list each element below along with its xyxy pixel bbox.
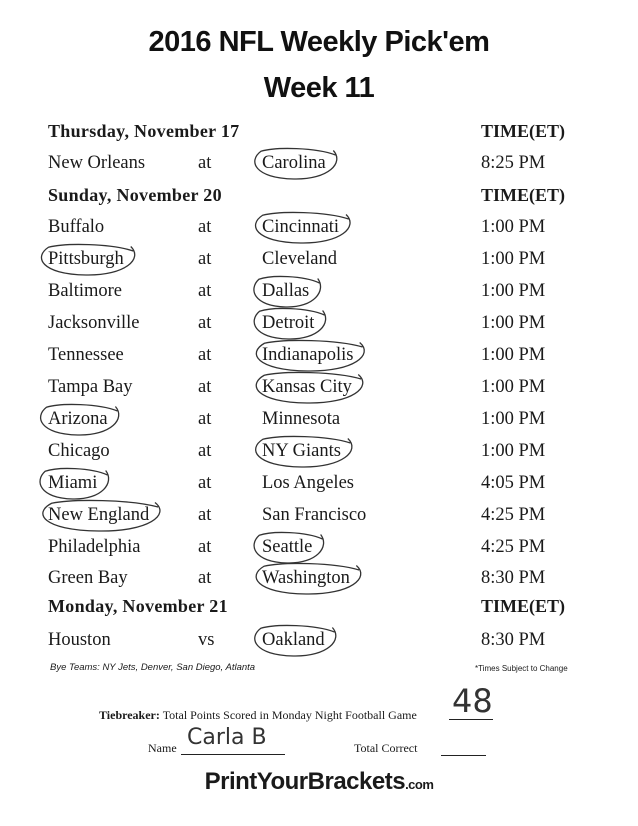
total-correct-field[interactable] — [441, 738, 486, 756]
home-team[interactable]: NY Giants — [262, 441, 341, 461]
times-note: *Times Subject to Change — [475, 664, 568, 673]
matchup-sep: at — [198, 313, 212, 333]
bye-teams: Bye Teams: NY Jets, Denver, San Diego, Atlanta — [50, 662, 256, 673]
game-time: 1:00 PM — [481, 377, 546, 397]
time-header: TIME(ET) — [481, 185, 566, 205]
day-header-sunday: Sunday, November 20 — [48, 185, 222, 205]
away-team[interactable]: Tennessee — [48, 345, 124, 365]
game-time: 8:25 PM — [481, 153, 546, 173]
game-time: 8:30 PM — [481, 568, 546, 588]
home-team[interactable]: Kansas City — [262, 377, 352, 397]
home-team[interactable]: Dallas — [262, 281, 310, 301]
home-team[interactable]: Minnesota — [262, 409, 341, 429]
page-title: 2016 NFL Weekly Pick'em — [148, 26, 490, 58]
tiebreaker-line — [99, 708, 417, 723]
day-header-monday: Monday, November 21 — [48, 596, 228, 616]
away-team[interactable]: Chicago — [48, 441, 110, 461]
game-time: 1:00 PM — [481, 249, 546, 269]
total-correct-label: Total Correct — [354, 741, 418, 755]
game-time: 4:25 PM — [481, 505, 546, 525]
matchup-sep: at — [198, 409, 212, 429]
pick-circle — [256, 372, 363, 403]
matchup-sep: at — [198, 249, 212, 269]
game-time: 1:00 PM — [481, 409, 546, 429]
home-team[interactable]: Carolina — [262, 153, 326, 173]
away-team[interactable]: Green Bay — [48, 568, 128, 588]
away-team[interactable]: Houston — [48, 630, 111, 650]
tiebreaker-value: 48 — [452, 682, 493, 720]
matchup-sep: at — [198, 441, 212, 461]
pick-circle — [40, 468, 109, 499]
pick-circle — [256, 436, 352, 467]
home-team[interactable]: Indianapolis — [262, 345, 354, 365]
matchup-sep: at — [198, 281, 212, 301]
home-team[interactable]: Oakland — [262, 630, 325, 650]
day-header-thursday: Thursday, November 17 — [48, 121, 240, 141]
game-time: 4:05 PM — [481, 473, 546, 493]
game-time: 1:00 PM — [481, 217, 546, 237]
pick-circle — [254, 308, 325, 339]
pick-circle — [255, 625, 336, 656]
home-team[interactable]: Washington — [262, 568, 350, 588]
matchup-sep: at — [198, 345, 212, 365]
pick-circle — [41, 244, 134, 275]
matchup-sep: at — [198, 568, 212, 588]
away-team[interactable]: Jacksonville — [48, 313, 140, 333]
matchup-sep: at — [198, 505, 212, 525]
pick-circle — [256, 340, 364, 371]
matchup-sep: at — [198, 217, 212, 237]
week-label: Week 11 — [263, 72, 375, 104]
game-time: 4:25 PM — [481, 537, 546, 557]
away-team[interactable]: New England — [48, 505, 150, 525]
away-team[interactable]: Miami — [48, 473, 98, 493]
home-team[interactable]: Seattle — [262, 537, 313, 557]
matchup-sep: vs — [198, 630, 215, 650]
name-value: Carla B — [187, 725, 267, 750]
time-header: TIME(ET) — [481, 596, 566, 616]
pick-circle — [254, 532, 324, 563]
name-label: Name — [148, 741, 177, 755]
pick-circle — [43, 500, 160, 531]
game-time: 1:00 PM — [481, 313, 546, 333]
away-team[interactable]: Baltimore — [48, 281, 122, 301]
home-team[interactable]: Los Angeles — [262, 473, 354, 493]
matchup-sep: at — [198, 537, 212, 557]
pick-circle — [256, 212, 351, 243]
home-team[interactable]: Cincinnati — [262, 217, 340, 237]
game-time: 1:00 PM — [481, 281, 546, 301]
brand-logo: PrintYourBrackets.com — [204, 768, 434, 795]
away-team[interactable]: Philadelphia — [48, 537, 141, 557]
game-time: 1:00 PM — [481, 441, 546, 461]
tiebreaker-text: Total Points Scored in Monday Night Football Game — [162, 708, 417, 722]
matchup-sep: at — [198, 153, 212, 173]
time-header: TIME(ET) — [481, 121, 566, 141]
matchup-sep: at — [198, 377, 212, 397]
home-team[interactable]: San Francisco — [262, 505, 367, 525]
away-team[interactable]: Arizona — [48, 409, 108, 429]
home-team[interactable]: Cleveland — [262, 249, 338, 269]
pick-circle — [41, 404, 119, 435]
pick-circle — [255, 148, 337, 179]
away-team[interactable]: Buffalo — [48, 217, 105, 237]
away-team[interactable]: Pittsburgh — [48, 249, 124, 269]
game-time: 1:00 PM — [481, 345, 546, 365]
away-team[interactable]: New Orleans — [48, 153, 146, 173]
pick-circle — [254, 276, 321, 307]
matchup-sep: at — [198, 473, 212, 493]
away-team[interactable]: Tampa Bay — [48, 377, 133, 397]
home-team[interactable]: Detroit — [262, 313, 315, 333]
game-time: 8:30 PM — [481, 630, 546, 650]
tiebreaker-label: Tiebreaker: — [99, 708, 160, 722]
pick-circle — [256, 563, 361, 594]
